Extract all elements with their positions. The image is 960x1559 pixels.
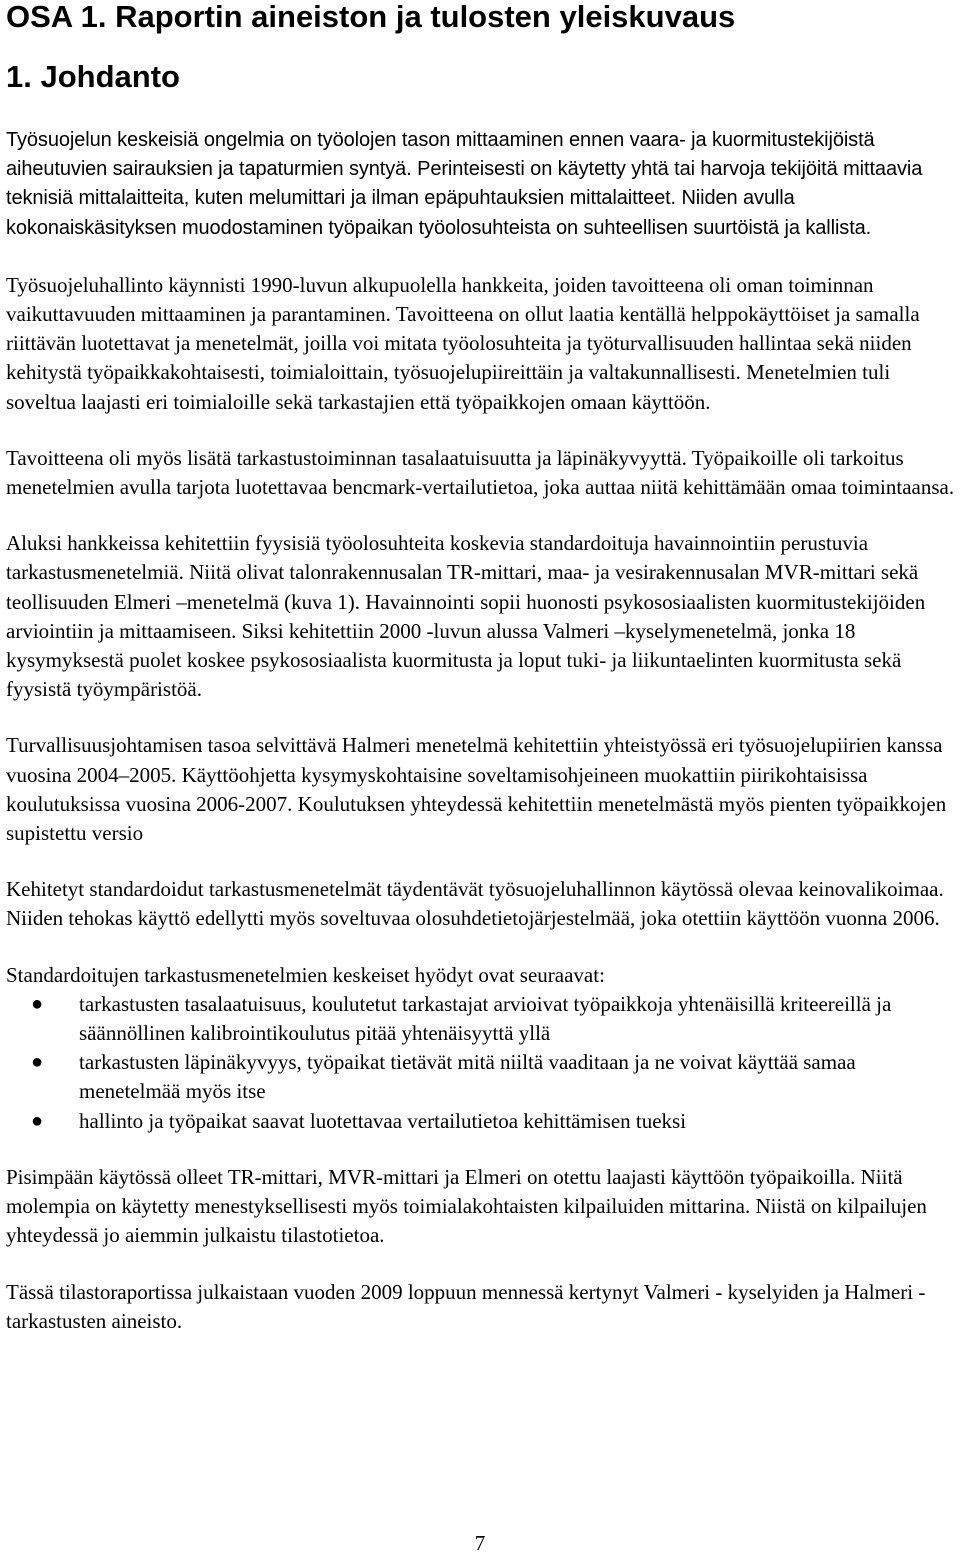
list-item-text: tarkastusten läpinäkyvyys, työpaikat tietävät mitä niiltä vaaditaan ja ne voivat käyttää samaa menetelmää myös itse — [79, 1050, 856, 1104]
paragraph-usage: Pisimpään käytössä olleet TR-mittari, MVR-mittari ja Elmeri on otettu laajasti käyttöön työpaikoilla. Niitä molempia on käytetty menestyksellisesti myös toimialakohtaisten kilpailuiden mittarina. Niistä on kilpailujen yhteydessä jo aiemmin julkaistu tilastotietoa. — [6, 1164, 927, 1248]
bullet-icon: ● — [31, 1109, 44, 1132]
paragraph-toolkit: Kehitetyt standardoidut tarkastusmenetelmät täydentävät työsuojeluhallinnon käytössä olevaa keinovalikoimaa. Niiden tehokas käyttö edellytti myös soveltuvaa olosuhdetietojärjestelmää, joka otettiin käyttöön vuonna 2006. — [6, 877, 944, 931]
list-item — [6, 990, 960, 1048]
benefits-list — [6, 990, 960, 1136]
bullet-icon: ● — [31, 992, 44, 1015]
chapter-title: 1. Johdanto — [6, 59, 180, 94]
paragraph-report-scope: Tässä tilastoraportissa julkaistaan vuoden 2009 loppuun mennessä kertynyt Valmeri - kyselyiden ja Halmeri -tarkastusten aineisto. — [6, 1279, 926, 1333]
paragraph-benefits-intro: Standardoitujen tarkastusmenetelmien keskeiset hyödyt ovat seuraavat: — [6, 962, 605, 987]
bullet-icon: ● — [31, 1051, 44, 1074]
paragraph-intro: Työsuojelun keskeisiä ongelmia on työolojen tason mittaaminen ennen vaara- ja kuormitustekijöistä aiheutuvien sairauksien ja tapaturmien syntyä. Perinteisesti on käytetty yhtä tai harvoja tekijöitä mittaavia teknisiä mittalaitteita, kuten melumittari ja ilman epäpuhtauksien mittalaitteet. Niiden avulla kokonaiskäsityksen muodostaminen työpaikan työolosuhteista on suhteellisen suurtöistä ja kallista. — [6, 129, 923, 239]
paragraph-halmeri: Turvallisuusjohtamisen tasoa selvittävä Halmeri menetelmä kehitettiin yhteistyössä eri työsuojelupiirien kanssa vuosina 2004–2005. Käyttöohjetta kysymyskohtaisine soveltamisohjeineen muokattiin piirikohtaisissa koulutuksissa vuosina 2006-2007. Koulutuksen yhteydessä kehitettiin menetelmästä myös pienten työpaikkojen supistettu versio — [6, 733, 947, 846]
list-item-text: hallinto ja työpaikat saavat luotettavaa vertailutietoa kehittämisen tueksi — [79, 1108, 687, 1133]
list-item-text: tarkastusten tasalaatuisuus, koulutetut tarkastajat arvioivat työpaikkoja yhtenäisillä kriteereillä ja säännöllinen kalibrointikoulutus pitää yhtenäisyyttä yllä — [79, 991, 892, 1046]
list-item — [6, 1107, 960, 1136]
paragraph-goals: Tavoitteena oli myös lisätä tarkastustoiminnan tasalaatuisuutta ja läpinäkyvyyttä. Työpaikoille oli tarkoitus menetelmien avulla tarjota luotettavaa bencmark-vertailutietoa, joka auttaa niitä kehittämään omaa toimintaansa. — [6, 445, 955, 500]
section-title: OSA 1. Raportin aineiston ja tulosten yleiskuvaus — [6, 0, 736, 34]
document-body — [6, 126, 960, 1336]
list-item — [6, 1048, 960, 1106]
paragraph-methods: Aluksi hankkeissa kehitettiin fyysisiä työolosuhteita koskevia standardoituja havainnointiin perustuvia tarkastusmenetelmiä. Niitä olivat talonrakennusalan TR-mittari, maa- ja vesirakennusalan MVR-mittari sekä teollisuuden Elmeri –menetelmä (kuva 1). Havainnointi sopii huonosti psykososiaalisten kuormitustekijöiden arviointiin ja mittaamiseen. Siksi kehitettiin 2000 -luvun alussa Valmeri –kyselymenetelmä, jonka 18 kysymyksestä puolet koskee psykososiaalista kuormitusta ja loput tuki- ja liikuntaelinten kuormitusta sekä fyysistä työympäristöä. — [6, 531, 926, 702]
paragraph-background: Työsuojeluhallinto käynnisti 1990-luvun alkupuolella hankkeita, joiden tavoitteena oli oman toiminnan vaikuttavuuden mittaaminen ja parantaminen. Tavoitteena on ollut laatia kentällä helppokäyttöiset ja samalla riittävän luotettavat ja menetelmät, joilla voi mitata työolosuhteita ja työturvallisuuden hallintaa sekä niiden kehitystä työpaikkakohtaisesti, toimialoittain, työsuojelupiireittäin ja valtakunnallisesti. Menetelmien tuli soveltua laajasti eri toimialoille sekä tarkastajien että työpaikkojen omaan käyttöön. — [6, 272, 920, 414]
page-number: 7 — [474, 1531, 486, 1555]
